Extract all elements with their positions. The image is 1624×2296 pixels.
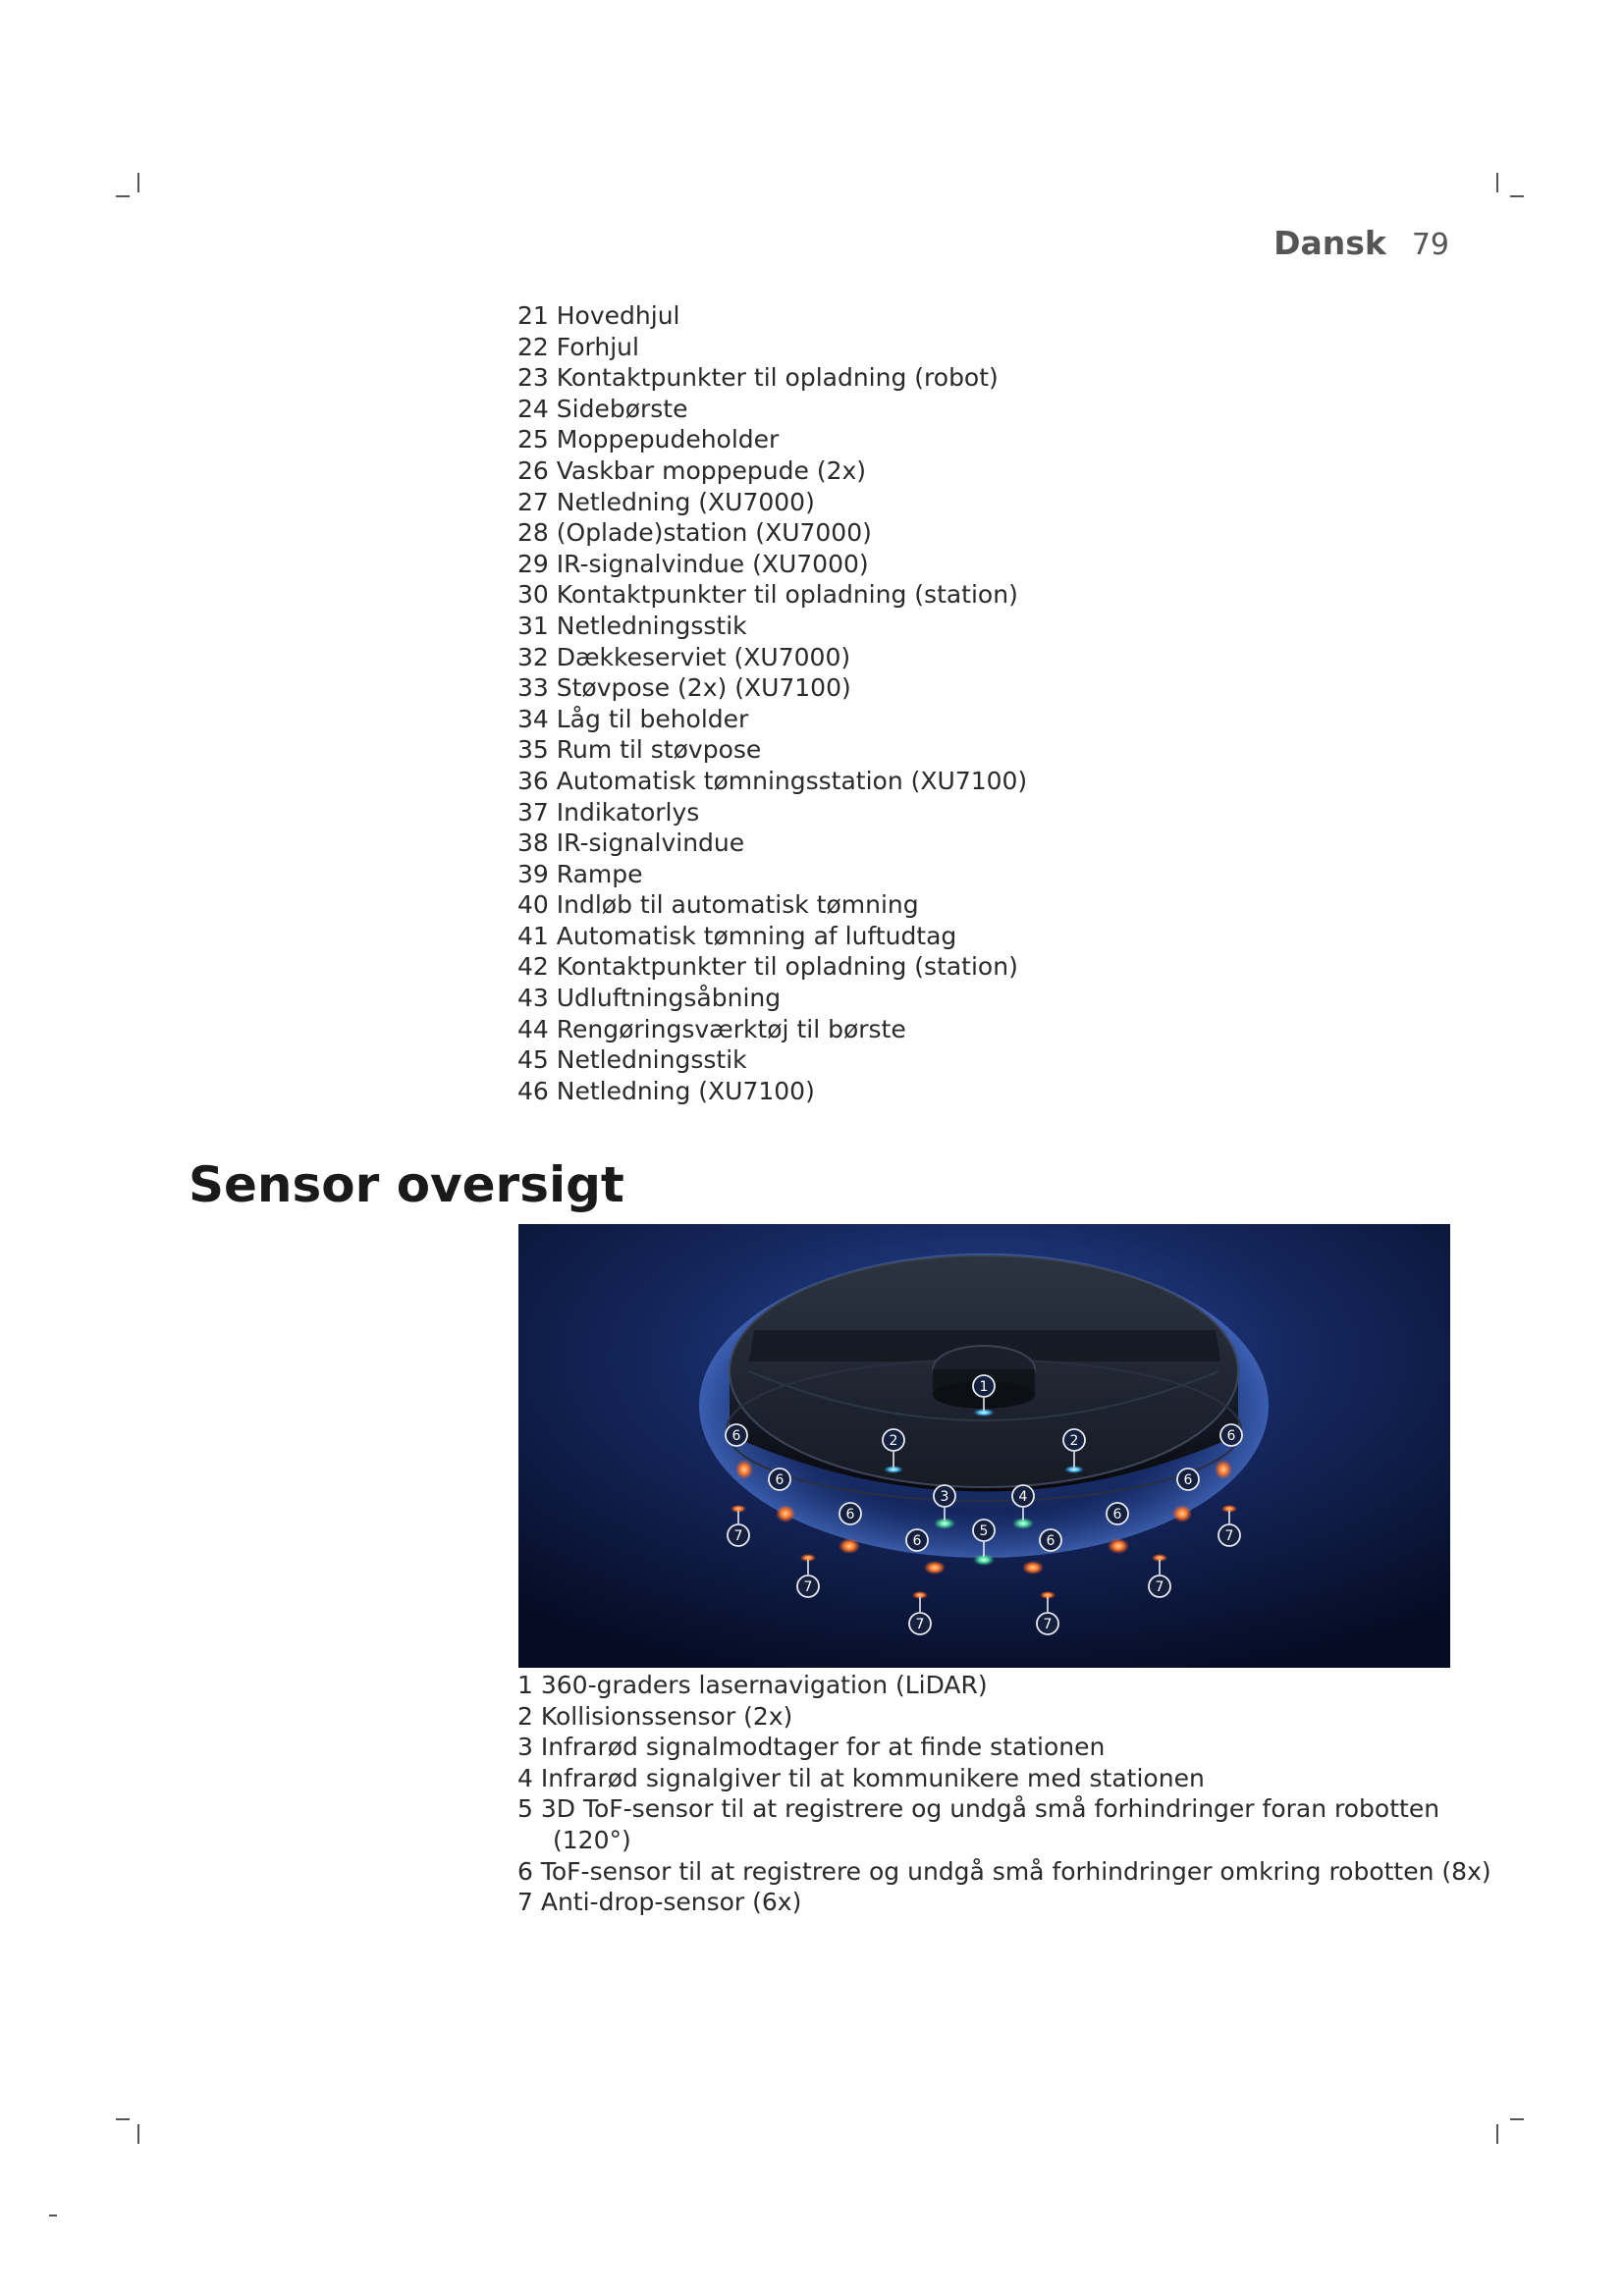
- parts-list-item: 42 Kontaktpunkter til opladning (station): [517, 952, 1018, 982]
- sensor-callout-number: 2: [889, 1433, 898, 1449]
- sensor-callout-number: 6: [1046, 1533, 1056, 1549]
- page-number: 79: [1411, 228, 1449, 262]
- parts-list-item: 43 Udluftningsåbning: [517, 984, 782, 1013]
- sensor-callout-number: 6: [1183, 1472, 1193, 1488]
- robot-sensor-photo: [518, 1224, 1450, 1668]
- section-title: Sensor oversigt: [189, 1156, 624, 1213]
- parts-list-item: 25 Moppepudeholder: [517, 425, 780, 454]
- parts-list-item: 27 Netledning (XU7000): [517, 487, 815, 516]
- sensor-callout-number: 7: [733, 1528, 743, 1544]
- crop-mark: [1496, 2124, 1498, 2144]
- parts-list-item: 44 Rengøringsværktøj til børste: [517, 1014, 906, 1043]
- sensor-legend-item: 4 Infrarød signalgiver til at kommunikere med stationen: [517, 1763, 1205, 1792]
- sensor-callout-number: 6: [775, 1472, 785, 1488]
- crop-mark: [1510, 2118, 1524, 2120]
- parts-list-item: 35 Rum til støvpose: [517, 735, 762, 765]
- crop-mark: [1496, 173, 1498, 192]
- sensor-legend-list: [517, 1670, 1491, 1918]
- sensor-callout-number: 6: [845, 1507, 855, 1522]
- parts-list-item: 21 Hovedhjul: [517, 301, 680, 330]
- sensor-legend-item: 1 360-graders lasernavigation (LiDAR): [517, 1671, 988, 1699]
- parts-list-item: 24 Sidebørste: [517, 394, 688, 423]
- sensor-callout-number: 6: [1226, 1428, 1236, 1444]
- sensor-legend-item: (120°): [553, 1825, 631, 1854]
- sensor-callout-number: 7: [1224, 1528, 1234, 1544]
- sensor-callout-number: 7: [915, 1617, 925, 1632]
- parts-list-item: 39 Rampe: [517, 859, 643, 888]
- crop-mark: [137, 2124, 139, 2144]
- parts-list-item: 22 Forhjul: [517, 332, 639, 361]
- sensor-callout-number: 1: [979, 1379, 989, 1395]
- sensor-legend-item: 7 Anti-drop-sensor (6x): [517, 1888, 802, 1917]
- parts-list-item: 23 Kontaktpunkter til opladning (robot): [517, 363, 999, 393]
- crop-mark: [49, 2215, 57, 2216]
- parts-list-item: 41 Automatisk tømning af luftudtag: [517, 921, 957, 950]
- parts-list-item: 37 Indikatorlys: [517, 797, 700, 827]
- sensor-callout-number: 5: [979, 1523, 989, 1539]
- sensor-callout-number: 6: [912, 1533, 922, 1549]
- parts-list-item: 33 Støvpose (2x) (XU7100): [517, 673, 851, 703]
- parts-list-item: 40 Indløb til automatisk tømning: [517, 890, 919, 920]
- parts-list-item: 36 Automatisk tømningsstation (XU7100): [517, 766, 1028, 795]
- parts-list-item: 38 IR-signalvindue: [517, 828, 745, 858]
- language-label: Dansk: [1273, 224, 1386, 262]
- crop-mark: [137, 173, 139, 192]
- sensor-callout-number: 6: [1112, 1507, 1122, 1522]
- parts-list-item: 29 IR-signalvindue (XU7000): [517, 549, 869, 578]
- parts-list: [517, 300, 1027, 1106]
- parts-list-item: 46 Netledning (XU7100): [517, 1076, 815, 1105]
- sensor-callout-number: 7: [803, 1579, 813, 1595]
- parts-list-item: 34 Låg til beholder: [517, 704, 749, 733]
- sensor-callout-number: 3: [940, 1489, 949, 1505]
- sensor-legend-item: 2 Kollisionssensor (2x): [517, 1701, 793, 1731]
- parts-list-item: 45 Netledningsstik: [517, 1045, 747, 1075]
- parts-list-item: 26 Vaskbar moppepude (2x): [517, 455, 867, 485]
- crop-mark: [1510, 195, 1524, 197]
- sensor-callout-number: 2: [1069, 1433, 1079, 1449]
- page-header: [1178, 224, 1449, 262]
- sensor-callout-number: 7: [1155, 1579, 1164, 1595]
- sensor-callout-number: 4: [1018, 1489, 1028, 1505]
- parts-list-item: 28 (Oplade)station (XU7000): [517, 518, 872, 548]
- sensor-legend-item: 3 Infrarød signalmodtager for at finde stationen: [517, 1733, 1106, 1762]
- parts-list-item: 32 Dækkeserviet (XU7000): [517, 642, 851, 671]
- crop-mark: [116, 2118, 130, 2120]
- sensor-callout-number: 6: [731, 1428, 741, 1444]
- sensor-callout-number: 7: [1043, 1617, 1053, 1632]
- sensor-legend-item: 5 3D ToF-sensor til at registrere og undgå små forhindringer foran robotten: [517, 1794, 1440, 1824]
- parts-list-item: 30 Kontaktpunkter til opladning (station): [517, 580, 1018, 610]
- sensor-legend-item: 6 ToF-sensor til at registrere og undgå små forhindringer omkring robotten (8x): [517, 1856, 1491, 1886]
- parts-list-item: 31 Netledningsstik: [517, 611, 747, 640]
- crop-mark: [116, 195, 130, 197]
